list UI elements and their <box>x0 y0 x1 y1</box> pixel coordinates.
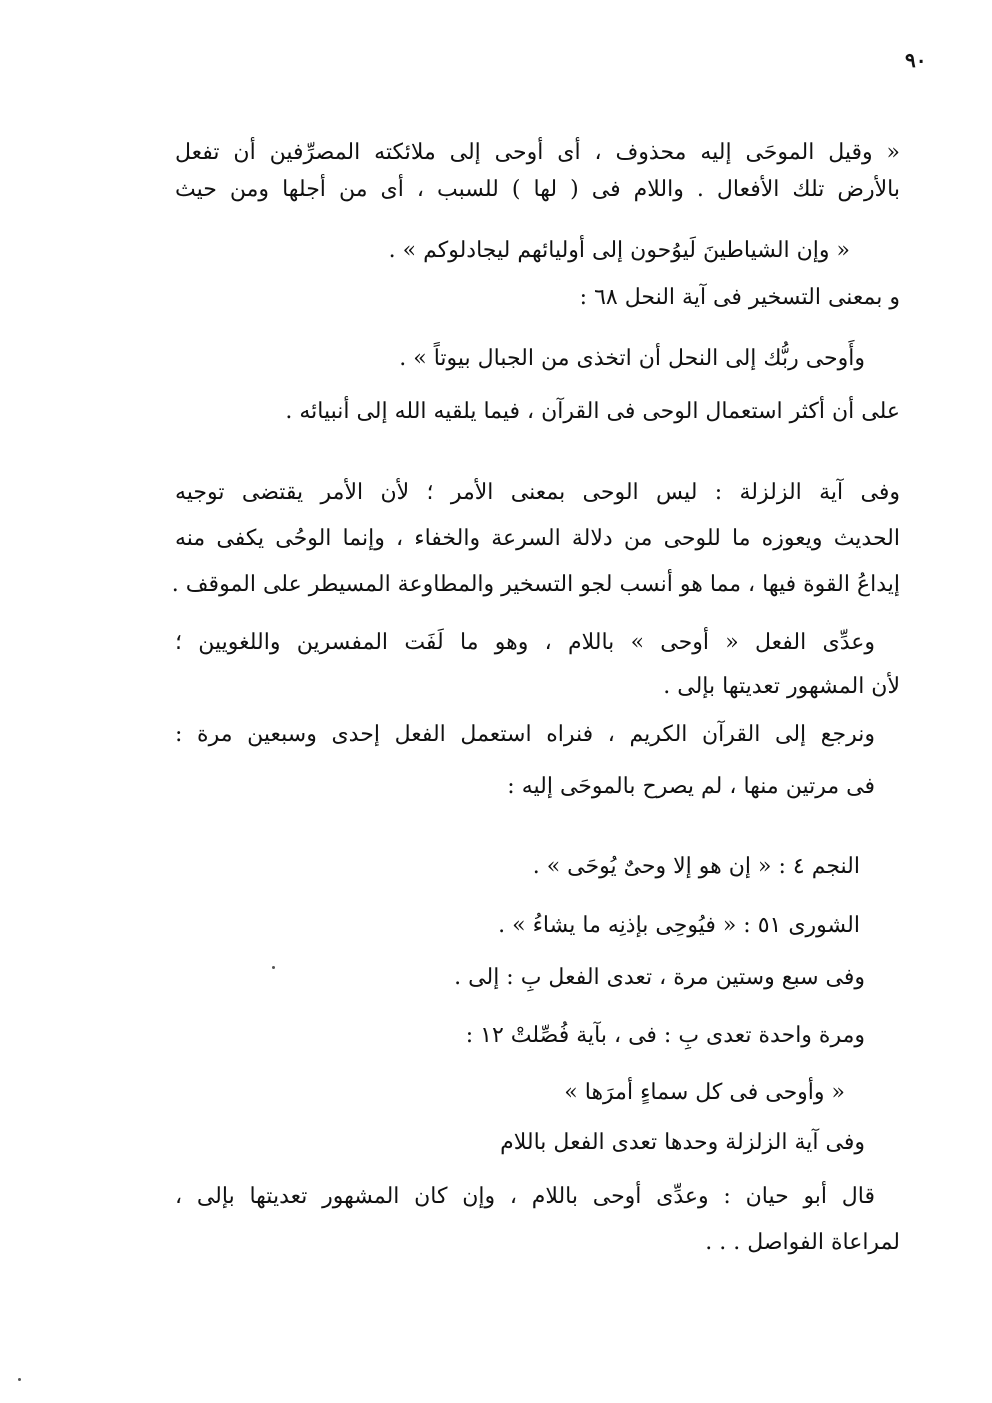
text-line: لأن المشهور تعديتها بإلى . <box>663 674 900 699</box>
quote-line: وأَوحى ربُّك إلى النحل أن اتخذى من الجبال بيوتاً » . <box>399 346 865 371</box>
text-line: وفى آية الزلزلة وحدها تعدى الفعل باللام <box>500 1130 865 1155</box>
citation-line: الشورى ٥١ : « فيُوحِى بإذنِه ما يشاءُ » . <box>498 913 860 938</box>
text-line: ومرة واحدة تعدى بِ : فى ، بآية فُصِّلتْ ١٢ : <box>465 1023 865 1048</box>
text-line: قال أبو حيان : وعدِّى أوحى باللام ، وإن كان المشهور تعديتها بإلى ، <box>175 1184 875 1209</box>
scan-speck <box>18 1378 21 1381</box>
text-line: ونرجع إلى القرآن الكريم ، فنراه استعمل الفعل إحدى وسبعين مرة : <box>175 722 875 747</box>
page-number: ٩٠ <box>905 48 927 72</box>
text-line: وفى سبع وستين مرة ، تعدى الفعل بِ : إلى . <box>454 965 865 990</box>
text-line: و بمعنى التسخير فى آية النحل ٦٨ : <box>579 285 900 310</box>
text-line: على أن أكثر استعمال الوحى فى القرآن ، فيما يلقيه الله إلى أنبيائه . <box>285 399 900 424</box>
citation-line: النجم ٤ : « إن هو إلا وحىٌ يُوحَى » . <box>532 854 860 879</box>
scan-speck <box>272 966 275 969</box>
text-line: الحديث ويعوزه ما للوحى من دلالة السرعة والخفاء ، وإنما الوحُى يكفى منه <box>175 526 900 551</box>
text-line: إيداعُ القوة فيها ، مما هو أنسب لجو التسخير والمطاوعة المسيطر على الموقف . <box>171 572 900 597</box>
text-line: وفى آية الزلزلة : ليس الوحى بمعنى الأمر ؛ لأن الأمر يقتضى توجيه <box>175 480 900 505</box>
quote-line: « وإن الشياطينَ لَيوُحون إلى أوليائهم ليجادلوكم » . <box>388 238 850 263</box>
text-line: بالأرض تلك الأفعال . واللام فى ( لها ) للسبب ، أى من أجلها ومن حيث <box>175 177 900 202</box>
text-line: وعدِّى الفعل « أوحى » باللام ، وهو ما لَفَت المفسرين واللغويين ؛ <box>175 630 875 655</box>
text-line: « وقيل الموحَى إليه محذوف ، أى أوحى إلى ملائكته المصرِّفين أن تفعل <box>175 140 900 165</box>
quote-line: « وأوحى فى كل سماءٍ أمرَها » <box>564 1080 845 1105</box>
text-line: لمراعاة الفواصل . . . <box>705 1230 900 1255</box>
text-line: فى مرتين منها ، لم يصرح بالموحَى إليه : <box>507 774 875 799</box>
